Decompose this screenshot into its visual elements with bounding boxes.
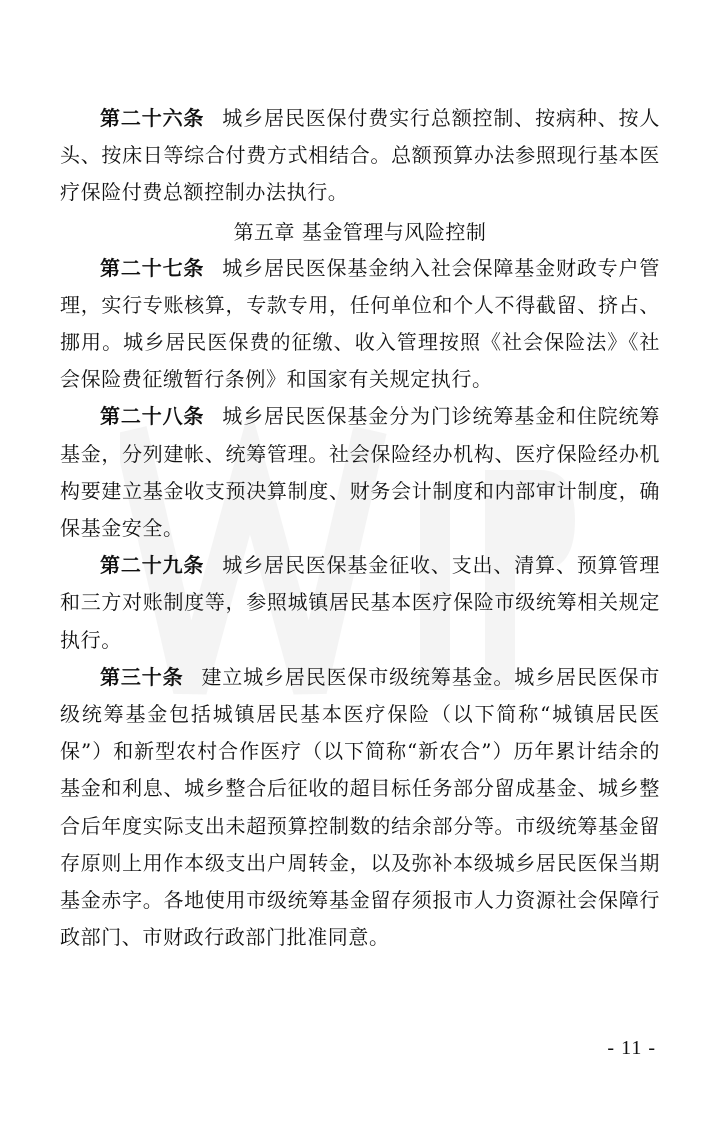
article-30-text: 建立城乡居民医保市级统筹基金。城乡居民医保市级统筹基金包括城镇居民基本医疗保险（以下简称“城镇居民医保”）和新型农村合作医疗（以下简称“新农合”）历年累计结余的基金和利息、城乡整合后征收的超目标任务部分留成基金、城乡整合后年度实际支出未超预算控制数的结余部分等。市级统筹基金留存原则上用作本级支出户周转金，以及弥补本级城乡居民医保当期基金赤字。各地使用市级统筹基金留存须报市人力资源社会保障行政部门、市财政行政部门批准同意。 <box>60 664 661 950</box>
article-29-text: 城乡居民医保基金征收、支出、清算、预算管理和三方对账制度等，参照城镇居民基本医疗保险市级统筹相关规定执行。 <box>60 553 660 652</box>
chapter-5-title: 第五章 基金管理与风险控制 <box>233 219 487 244</box>
article-30 <box>60 659 660 957</box>
article-29-number: 第二十九条 <box>100 553 205 578</box>
page-number: - 11 - <box>607 1037 656 1059</box>
article-28 <box>60 398 660 547</box>
article-27 <box>60 250 660 399</box>
article-29 <box>60 547 660 659</box>
article-26-number: 第二十六条 <box>100 106 205 130</box>
article-27-text: 城乡居民医保基金纳入社会保障基金财政专户管理，实行专账核算，专款专用，任何单位和个人不得截留、挤占、挪用。城乡居民医保费的征缴、收入管理按照《社会保险法》《社会保险费征缴暂行条例》和国家有关规定执行。 <box>60 255 660 392</box>
article-30-number: 第三十条 <box>100 664 184 689</box>
article-28-number: 第二十八条 <box>100 404 205 429</box>
article-26 <box>60 100 660 212</box>
document-body <box>60 100 660 956</box>
article-26-text: 城乡居民医保付费实行总额控制、按病种、按人头、按床日等综合付费方式相结合。总额预算办法参照现行基本医疗保险付费总额控制办法执行。 <box>60 106 660 205</box>
article-28-text: 城乡居民医保基金分为门诊统筹基金和住院统筹基金，分列建帐、统筹管理。社会保险经办机构、医疗保险经办机构要建立基金收支预决算制度、财务会计制度和内部审计制度，确保基金安全。 <box>60 404 660 541</box>
article-27-number: 第二十七条 <box>100 255 205 280</box>
